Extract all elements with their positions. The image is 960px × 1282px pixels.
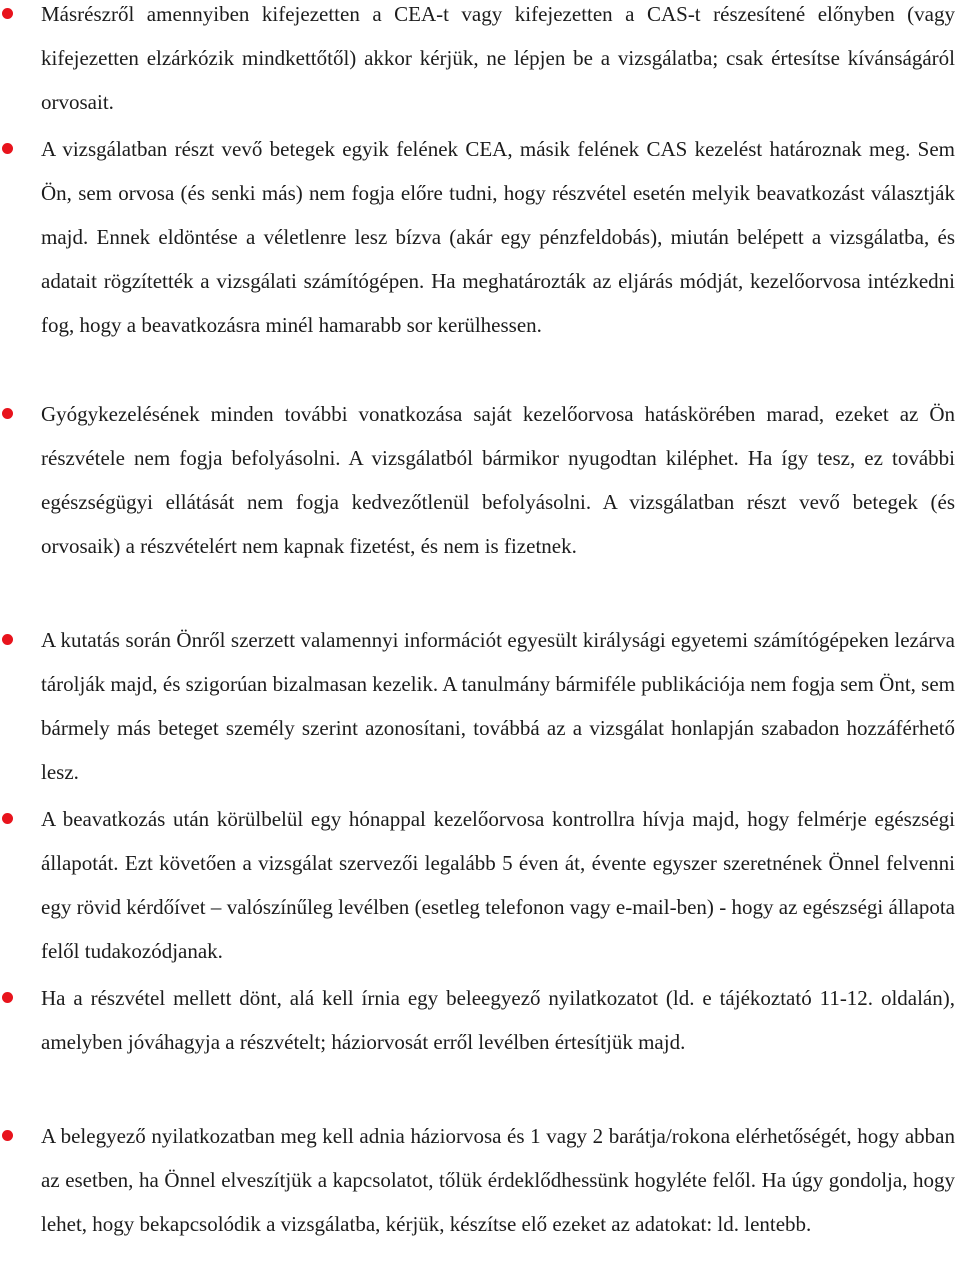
paragraph-text: A belegyező nyilatkozatban meg kell adnia háziorvosa és 1 vagy 2 barátja/rokona elérhetőségét, hogy abban az esetben, ha Önnel elveszítjük a kapcsolatot, tőlük érdeklődhessünk hogyléte felől. Ha úgy gondolja, hogy lehet, hogy bekapcsolódik a vizsgálatba, kérjük, készítse elő ezeket az adatokat: ld. lentebb. bbox=[41, 1124, 955, 1236]
red-bullet-icon bbox=[2, 813, 13, 824]
paragraph-text: Másrészről amennyiben kifejezetten a CEA-t vagy kifejezetten a CAS-t részesítené előnyben (vagy kifejezetten elzárkózik mindkettőtől) akkor kérjük, ne lépjen be a vizsgálatba; csak értesítse kívánságáról orvosait. bbox=[41, 2, 955, 114]
red-bullet-icon bbox=[2, 143, 13, 154]
red-bullet-icon bbox=[2, 992, 13, 1003]
red-bullet-icon bbox=[2, 408, 13, 419]
paragraph-text: Ha a részvétel mellett dönt, alá kell írnia egy beleegyező nyilatkozatot (ld. e tájékoztató 11-12. oldalán), amelyben jóváhagyja a részvételt; háziorvosát erről levélben értesítjük majd. bbox=[41, 986, 955, 1054]
paragraph-text: A vizsgálatban részt vevő betegek egyik felének CEA, másik felének CAS kezelést határoznak meg. Sem Ön, sem orvosa (és senki más) nem fogja előre tudni, hogy részvétel esetén melyik beavatkozást választják majd. Ennek eldöntése a véletlenre lesz bízva (akár egy pénzfeldobás), miután belépett a vizsgálatba, és adatait rögzítették a vizsgálati számítógépen. Ha meghatározták az eljárás módját, kezelőorvosa intézkedni fog, hogy a beavatkozásra minél hamarabb sor kerülhessen. bbox=[41, 137, 955, 337]
paragraph-text: Gyógykezelésének minden további vonatkozása saját kezelőorvosa hatáskörében marad, ezeket az Ön részvétele nem fogja befolyásolni. A vizsgálatból bármikor nyugodtan kiléphet. Ha így tesz, ez további egészségügyi ellátását nem fogja kedvezőtlenül befolyásolni. A vizsgálatban részt vevő betegek (és orvosaik) a részvételért nem kapnak fizetést, és nem is fizetnek. bbox=[41, 402, 955, 558]
red-bullet-icon bbox=[2, 1130, 13, 1141]
red-bullet-icon bbox=[2, 8, 13, 19]
paragraph-text: A kutatás során Önről szerzett valamennyi információt egyesült királysági egyetemi számítógépeken lezárva tárolják majd, és szigorúan bizalmasan kezelik. A tanulmány bármiféle publikációja nem fogja sem Önt, sem bármely más beteget személy szerint azonosítani, továbbá az a vizsgálat honlapján szabadon hozzáférhető lesz. bbox=[41, 628, 955, 784]
red-bullet-icon bbox=[2, 634, 13, 645]
paragraph-text: A beavatkozás után körülbelül egy hónappal kezelőorvosa kontrollra hívja majd, hogy felmérje egészségi állapotát. Ezt követően a vizsgálat szervezői legalább 5 éven át, évente egyszer szeretnének Önnel felvenni egy rövid kérdőívet – valószínűleg levélben (esetleg telefonon vagy e-mail-ben) - hogy az egészségi állapota felől tudakozódjanak. bbox=[41, 807, 955, 963]
